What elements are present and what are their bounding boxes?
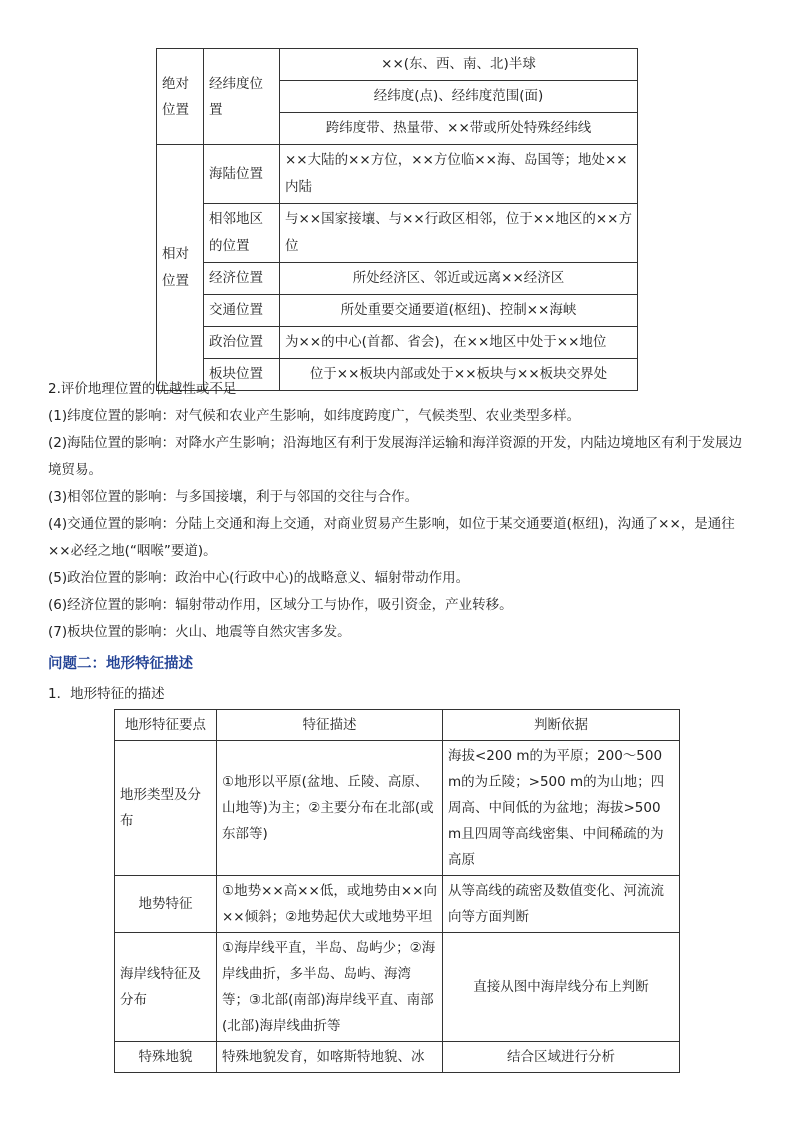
row-label: 地势特征 xyxy=(115,876,217,933)
paragraph: (6)经济位置的影响：辐射带动作用，区域分工与协作，吸引资金，产业转移。 xyxy=(48,597,513,613)
paragraph: (7)板块位置的影响：火山、地震等自然灾害多发。 xyxy=(48,624,351,640)
table-cell: 经纬度(点)、经纬度范围(面) xyxy=(280,81,638,113)
table-cell: 位于××板块内部或处于××板块与××板块交界处 xyxy=(280,359,638,391)
table-cell: 跨纬度带、热量带、××带或所处特殊经纬线 xyxy=(280,113,638,145)
table-cell: ××(东、西、南、北)半球 xyxy=(280,49,638,81)
table-cell: ①地势××高××低，或地势由××向××倾斜；②地势起伏大或地势平坦 xyxy=(217,876,443,933)
row-label: 地形类型及分布 xyxy=(115,741,217,876)
column-header: 特征描述 xyxy=(217,710,443,741)
rel-location-label: 相对位置 xyxy=(157,145,204,391)
table-cell: 所处经济区、邻近或远离××经济区 xyxy=(280,263,638,295)
table-cell: 海拔<200 m的为平原；200～500 m的为丘陵；>500 m的为山地；四周高、中间低的为盆地；海拔>500 m且四周等高线密集、中间稀疏的为高原 xyxy=(443,741,680,876)
paragraph: (5)政治位置的影响：政治中心(行政中心)的战略意义、辐射带动作用。 xyxy=(48,570,470,586)
row-label: 板块位置 xyxy=(204,359,280,391)
column-header: 地形特征要点 xyxy=(115,710,217,741)
table-cell: ××大陆的××方位，××方位临××海、岛国等；地处××内陆 xyxy=(280,145,638,204)
location-table xyxy=(156,48,638,391)
row-label: 交通位置 xyxy=(204,295,280,327)
terrain-table xyxy=(114,709,680,1073)
paragraph: (2)海陆位置的影响：对降水产生影响；沿海地区有利于发展海洋运输和海洋资源的开发，内陆边境地区有利于发展边境贸易。 xyxy=(48,435,743,478)
section-title: 2.评价地理位置的优越性或不足 xyxy=(48,381,237,397)
table-cell: ①海岸线平直，半岛、岛屿少；②海岸线曲折，多半岛、岛屿、海湾等；③北部(南部)海岸线平直、南部(北部)海岸线曲折等 xyxy=(217,933,443,1042)
table-cell: 从等高线的疏密及数值变化、河流流向等方面判断 xyxy=(443,876,680,933)
table-cell: 直接从图中海岸线分布上判断 xyxy=(443,933,680,1042)
subheading: 1．地形特征的描述 xyxy=(48,686,165,702)
table-cell: 为××的中心(首都、省会)，在××地区中处于××地位 xyxy=(280,327,638,359)
abs-location-label: 绝对位置 xyxy=(157,49,204,145)
paragraph: (1)纬度位置的影响：对气候和农业产生影响，如纬度跨度广，气候类型、农业类型多样。 xyxy=(48,408,581,424)
paragraph: (4)交通位置的影响：分陆上交通和海上交通，对商业贸易产生影响，如位于某交通要道(枢纽)，沟通了××，是通往××必经之地(“咽喉”要道)。 xyxy=(48,516,735,559)
table-cell: 结合区域进行分析 xyxy=(443,1042,680,1073)
row-label: 政治位置 xyxy=(204,327,280,359)
row-label: 相邻地区的位置 xyxy=(204,204,280,263)
table-cell: 所处重要交通要道(枢纽)、控制××海峡 xyxy=(280,295,638,327)
row-label: 海岸线特征及分布 xyxy=(115,933,217,1042)
table-cell: 特殊地貌发育，如喀斯特地貌、冰 xyxy=(217,1042,443,1073)
column-header: 判断依据 xyxy=(443,710,680,741)
problem-heading: 问题二：地形特征描述 xyxy=(48,656,193,672)
row-label: 海陆位置 xyxy=(204,145,280,204)
latlon-location-label: 经纬度位置 xyxy=(204,49,280,145)
row-label: 经济位置 xyxy=(204,263,280,295)
paragraph: (3)相邻位置的影响：与多国接壤，利于与邻国的交往与合作。 xyxy=(48,489,419,505)
table-cell: 与××国家接壤、与××行政区相邻，位于××地区的××方位 xyxy=(280,204,638,263)
table-cell: ①地形以平原(盆地、丘陵、高原、山地等)为主；②主要分布在北部(或东部等) xyxy=(217,741,443,876)
row-label: 特殊地貌 xyxy=(115,1042,217,1073)
